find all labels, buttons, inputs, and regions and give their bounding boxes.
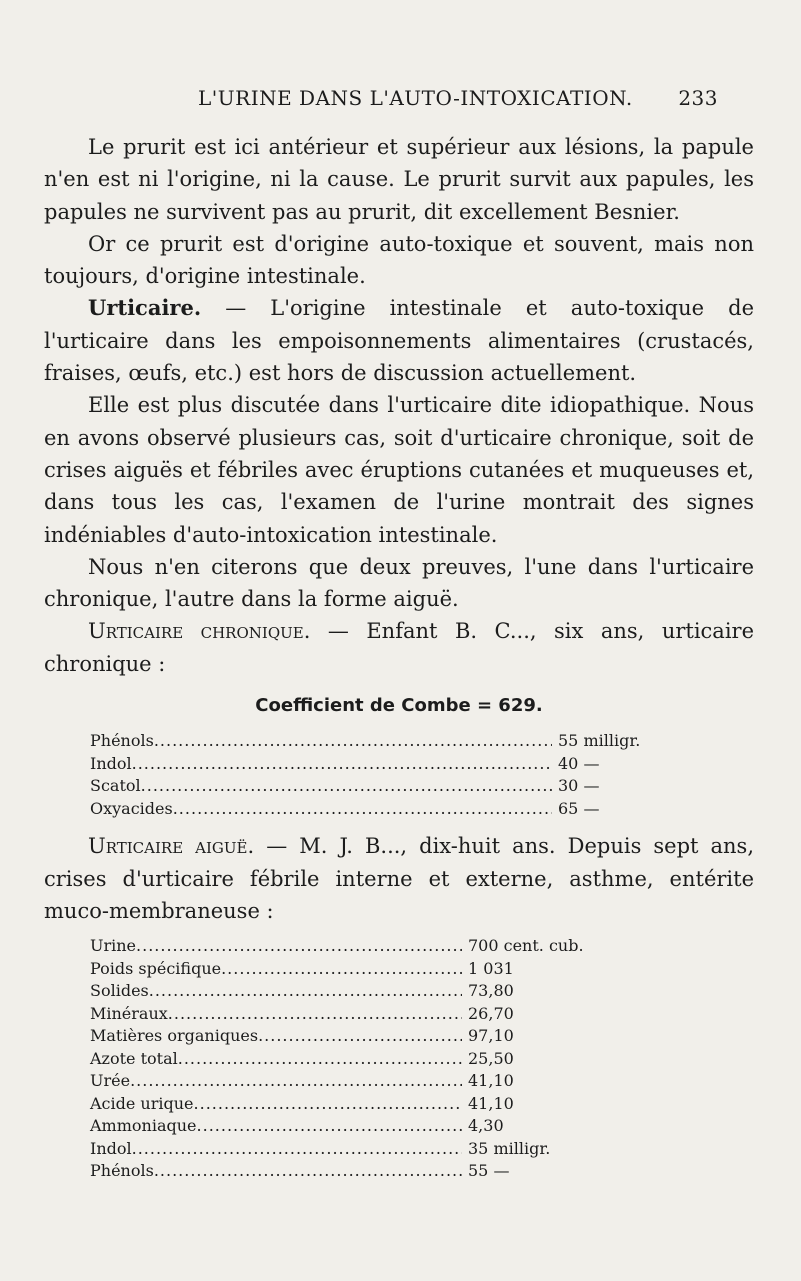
row-label: Indol [90, 1138, 132, 1158]
paragraph-urticaire-chronique [44, 615, 754, 680]
case-heading-aigue: Urticaire aiguë. [88, 834, 255, 859]
coefficient-line: Coefficient de Combe = 629. [255, 695, 543, 717]
row-value: 97,10 [468, 1026, 514, 1046]
table-row [90, 753, 680, 776]
row-value: 41,10 [468, 1093, 514, 1113]
case-heading-chronique: Urticaire chronique. [88, 619, 311, 644]
row-value: 25,50 [468, 1048, 514, 1068]
row-value: 700 cent. cub. [468, 936, 584, 956]
table-row [90, 730, 680, 753]
row-value: 41,10 [468, 1071, 514, 1091]
paragraph-urticaire-text: — L'origine intestinale et auto-toxique de l'urticaire dans les empoisonnements alimentaires (crustacés, fraises, œufs, etc.) est hors de discussion actuellement. [44, 296, 754, 386]
row-value: 35 milligr. [468, 1138, 551, 1158]
row-value: 55 — [468, 1161, 510, 1181]
paragraph-preuves: Nous n'en citerons que deux preuves, l'une dans l'urticaire chronique, l'autre dans la forme aiguë. [44, 554, 754, 612]
row-label: Indol [90, 753, 132, 773]
paragraph-prurit: Le prurit est ici antérieur et supérieur aux lésions, la papule n'en est ni l'origine, ni la cause. Le prurit survit aux papules, les papules ne survivent pas au prurit, dit excellement Besnier. [44, 135, 754, 224]
table-row [90, 1115, 610, 1138]
row-label: Phénols [90, 731, 154, 751]
row-value: 65 — [558, 798, 600, 818]
running-title: L'URINE DANS L'AUTO-INTOXICATION. [198, 86, 633, 110]
row-label: Scatol [90, 776, 141, 796]
table-row [90, 798, 680, 821]
row-value: 55 milligr. [558, 731, 641, 751]
row-label: Azote total [90, 1048, 178, 1068]
table-chronique [90, 730, 680, 820]
row-label: Urée [90, 1071, 131, 1091]
case-text-aigue: — M. J. B..., dix-huit ans. Depuis sept ans, crises d'urticaire fébrile interne et externe, asthme, entérite muco-membraneuse : [44, 834, 755, 923]
table-row [90, 958, 610, 981]
table-row [90, 980, 610, 1003]
table-row [90, 935, 610, 958]
row-value: 26,70 [468, 1003, 514, 1023]
row-value: 73,80 [468, 981, 514, 1001]
case-text-chronique: — Enfant B. C..., six ans, urticaire chronique : [44, 619, 755, 676]
row-label: Acide urique [90, 1093, 194, 1113]
page-number: 233 [678, 86, 718, 110]
table-row [90, 1025, 610, 1048]
paragraph-urticaire-aigue [44, 830, 754, 927]
row-label: Ammoniaque [90, 1116, 197, 1136]
table-row [90, 1138, 610, 1161]
section-heading-urticaire: Urticaire. [88, 295, 202, 321]
row-value: 40 — [558, 753, 600, 773]
row-label: Solides [90, 981, 149, 1001]
body-text [44, 131, 754, 1183]
table-row [90, 1003, 610, 1026]
table-row [90, 1048, 610, 1071]
table-row [90, 775, 680, 798]
row-value: 4,30 [468, 1116, 504, 1136]
row-label: Urine [90, 936, 137, 956]
row-label: Oxyacides [90, 798, 173, 818]
paragraph-idiopathique: Elle est plus discutée dans l'urticaire dite idiopathique. Nous en avons observé plusieurs cas, soit d'urticaire chronique, soit de crises aiguës et fébriles avec éruptions cutanées et muqueuses et, dans tous les cas, l'examen de l'urine montrait des signes indéniables d'auto-intoxication intestinale. [44, 393, 754, 547]
running-head [198, 86, 718, 110]
row-value: 30 — [558, 776, 600, 796]
row-value: 1 031 [468, 958, 514, 978]
row-label: Poids spécifique [90, 958, 222, 978]
row-label: Matières organiques [90, 1026, 259, 1046]
row-label: Phénols [90, 1161, 154, 1181]
table-aigue [90, 935, 610, 1183]
paragraph-origine: Or ce prurit est d'origine auto-toxique et souvent, mais non toujours, d'origine intestinale. [44, 231, 754, 289]
table-row [90, 1160, 610, 1183]
row-label: Minéraux [90, 1003, 168, 1023]
paragraph-urticaire [44, 292, 754, 389]
table-row [90, 1070, 610, 1093]
table-row [90, 1093, 610, 1116]
